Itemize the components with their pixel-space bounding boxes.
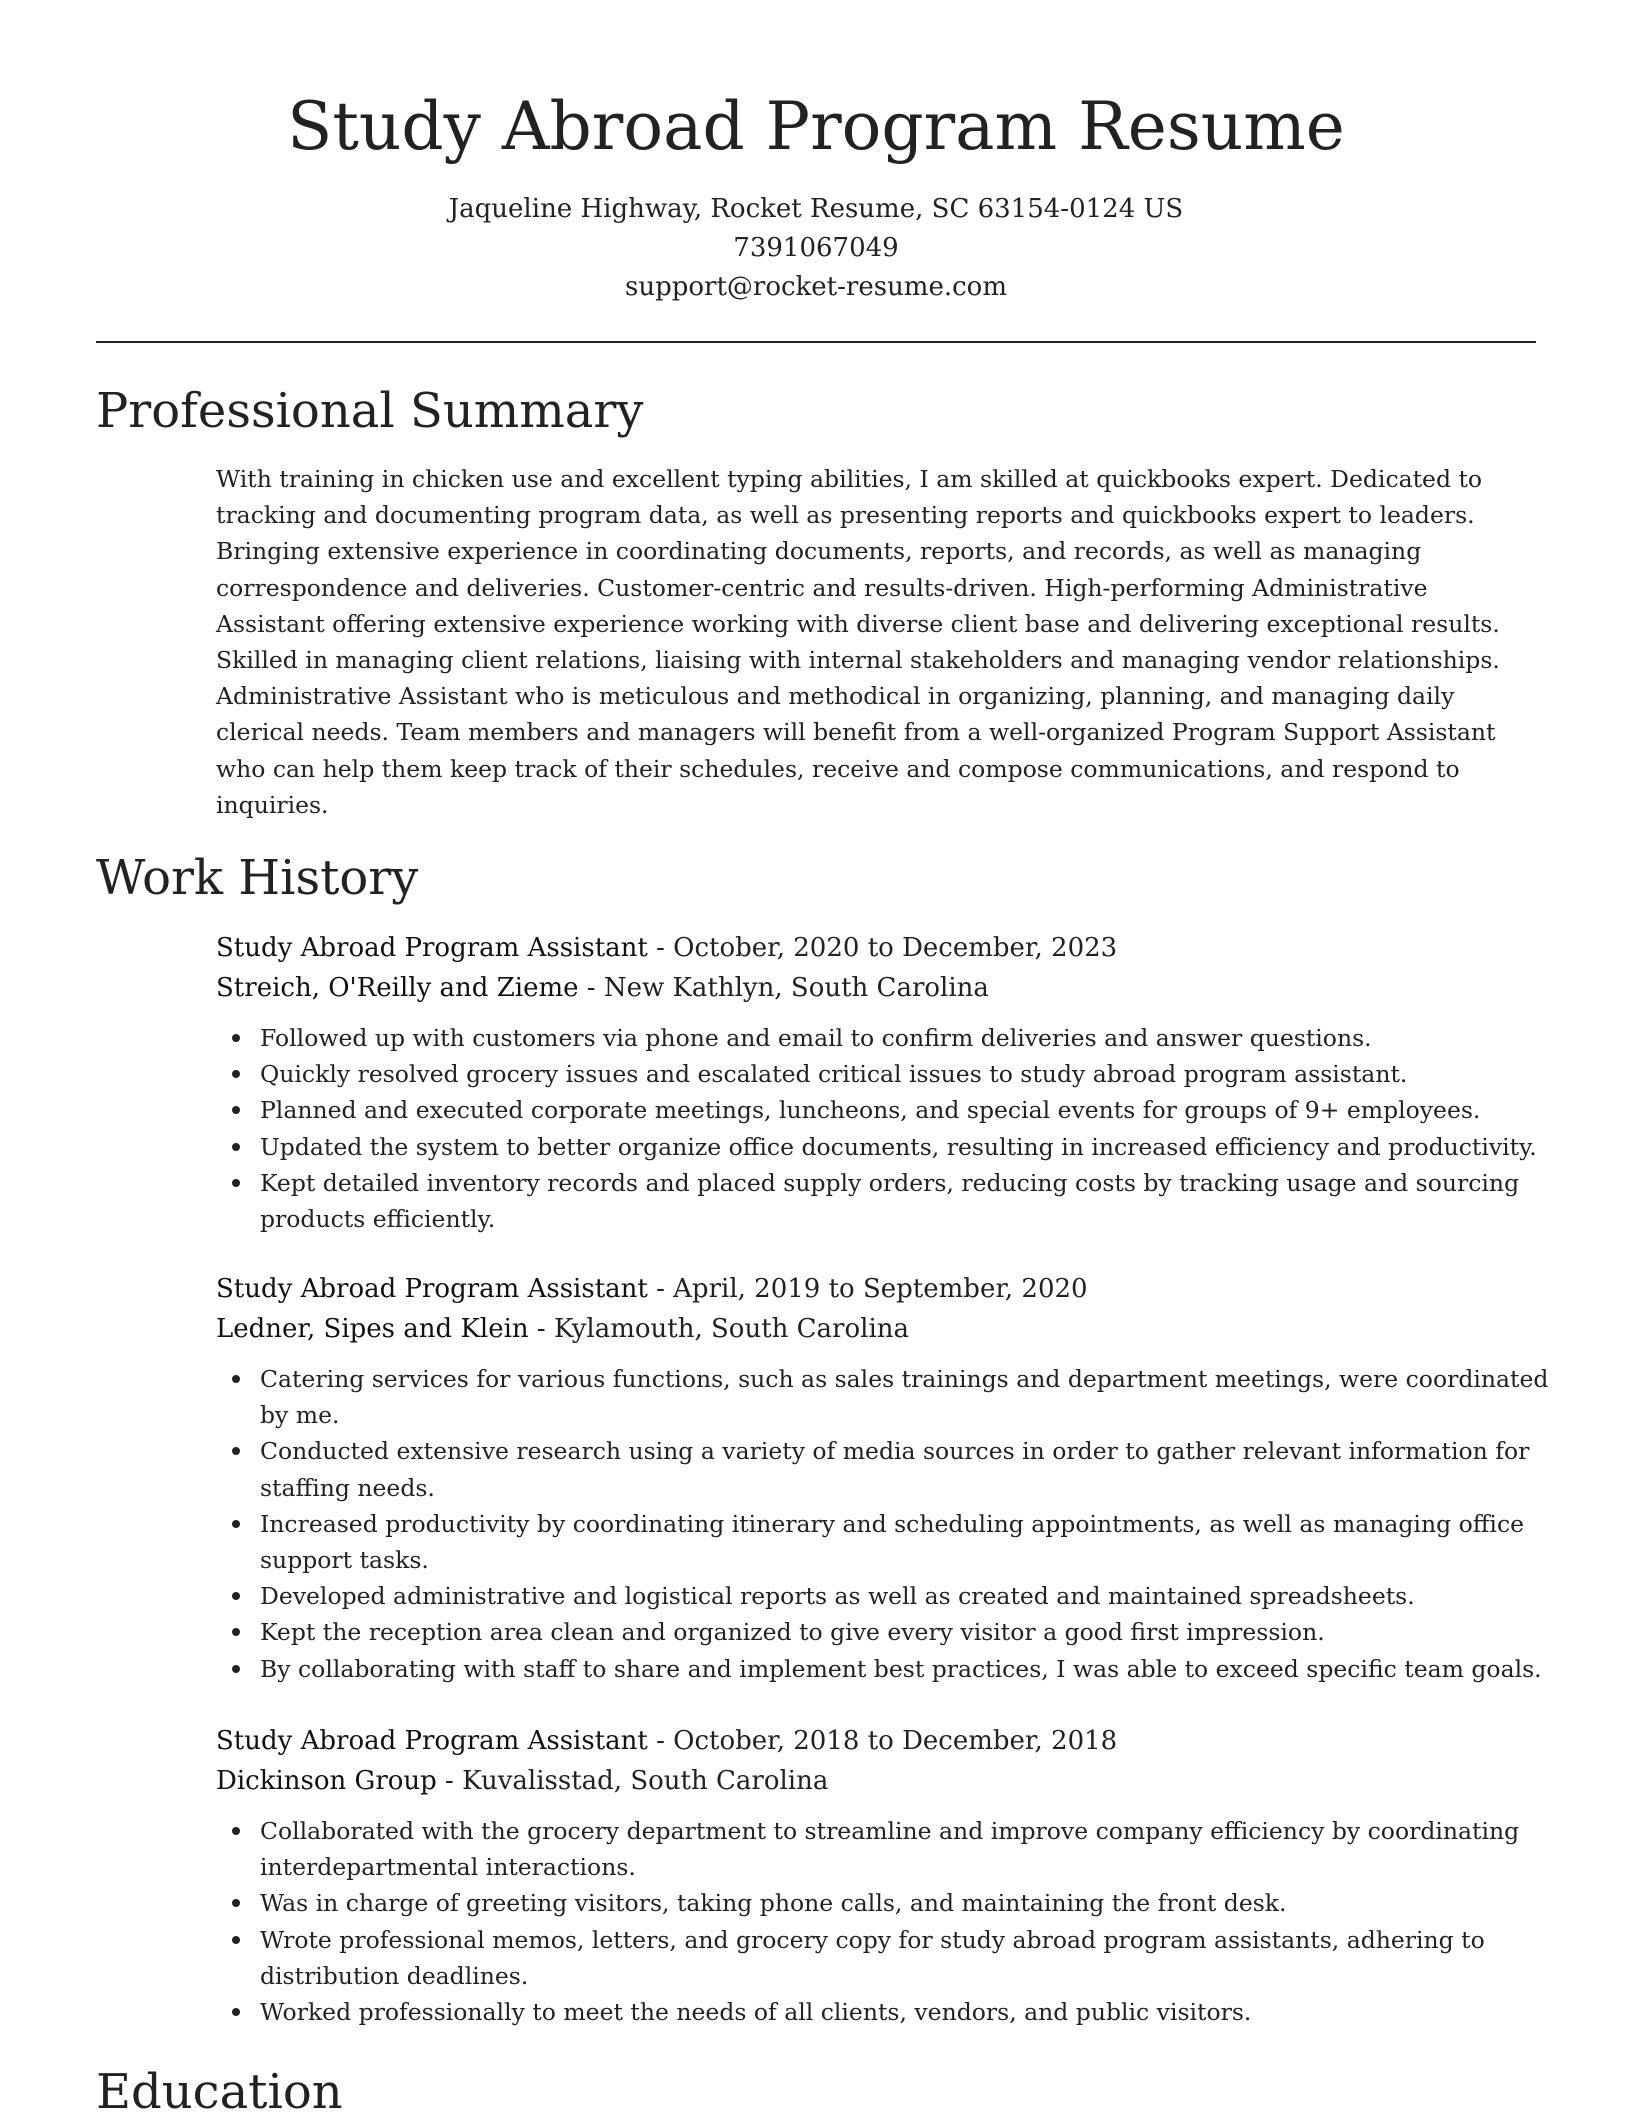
job-dates: - October, 2020 to December, 2023 (647, 933, 1118, 963)
contact-email: support@rocket-resume.com (624, 272, 1007, 302)
job-company: Dickinson Group (216, 1766, 437, 1796)
job-bullet: Increased productivity by coordinating itinerary and scheduling appointments, as well as managing office support tasks. (260, 1506, 1556, 1578)
job-entry (216, 928, 1556, 1237)
job-dates: - October, 2018 to December, 2018 (647, 1726, 1118, 1756)
contact-phone: 7391067049 (733, 233, 899, 263)
contact-block (0, 190, 1632, 307)
resume-title: Study Abroad Program Resume (287, 88, 1345, 165)
job-bullet: By collaborating with staff to share and implement best practices, I was able to exceed specific team goals. (260, 1651, 1556, 1687)
professional-summary-text: With training in chicken use and excellent typing abilities, I am skilled at quickbooks expert. Dedicated to tracking and documenting program data, as well as presenting reports and quickbooks expert to leaders. Bringing extensive experience in coordinating documents, reports, and records, as well as managing correspondence and deliveries. Customer-centric and results-driven. High-performing Administrative Assistant offering extensive experience working with diverse client base and delivering exceptional results. Skilled in managing client relations, liaising with internal stakeholders and managing vendor relationships. Administrative Assistant who is meticulous and methodical in organizing, planning, and managing daily clerical needs. Team members and managers will benefit from a well-organized Program Support Assistant who can help them keep track of their schedules, receive and compose communications, and respond to inquiries. (216, 465, 1500, 819)
job-dates: - April, 2019 to September, 2020 (647, 1274, 1088, 1304)
job-bullet: Followed up with customers via phone and email to confirm deliveries and answer questions. (260, 1020, 1556, 1056)
job-location: - Kuvalisstad, South Carolina (436, 1766, 829, 1796)
job-bullet: Collaborated with the grocery department to streamline and improve company efficiency by coordinating interdepartmental interactions. (260, 1813, 1556, 1885)
job-bullet: Kept the reception area clean and organized to give every visitor a good first impression. (260, 1614, 1556, 1650)
job-bullet: Updated the system to better organize office documents, resulting in increased efficiency and productivity. (260, 1129, 1556, 1165)
job-entry (216, 1269, 1556, 1687)
job-bullet: Was in charge of greeting visitors, taking phone calls, and maintaining the front desk. (260, 1885, 1556, 1921)
job-bullet: Kept detailed inventory records and placed supply orders, reducing costs by tracking usage and sourcing products efficiently. (260, 1165, 1556, 1237)
job-bullet: Conducted extensive research using a variety of media sources in order to gather relevant information for staffing needs. (260, 1433, 1556, 1505)
job-company: Ledner, Sipes and Klein (216, 1314, 529, 1344)
job-bullet: Worked professionally to meet the needs of all clients, vendors, and public visitors. (260, 1994, 1556, 2030)
work-history-heading: Work History (96, 850, 419, 906)
job-company: Streich, O'Reilly and Zieme (216, 973, 579, 1003)
job-bullet: Wrote professional memos, letters, and grocery copy for study abroad program assistants, adhering to distribution deadlines. (260, 1922, 1556, 1994)
job-company-line (216, 968, 1556, 1008)
job-bullet: Quickly resolved grocery issues and escalated critical issues to study abroad program assistant. (260, 1056, 1556, 1092)
job-location: - Kylamouth, South Carolina (528, 1314, 910, 1344)
job-title-line (216, 1721, 1556, 1761)
education-heading: Education (96, 2064, 343, 2120)
job-title-line (216, 1269, 1556, 1309)
job-bullet: Developed administrative and logistical reports as well as created and maintained spreadsheets. (260, 1578, 1556, 1614)
job-bullets (216, 1361, 1556, 1687)
professional-summary-heading: Professional Summary (96, 383, 644, 439)
job-title: Study Abroad Program Assistant (216, 1726, 648, 1756)
job-title: Study Abroad Program Assistant (216, 1274, 648, 1304)
job-title-line (216, 928, 1556, 968)
header-divider (96, 341, 1536, 343)
contact-address: Jaqueline Highway, Rocket Resume, SC 63154-0124 US (448, 194, 1184, 224)
job-location: - New Kathlyn, South Carolina (578, 973, 989, 1003)
job-company-line (216, 1309, 1556, 1349)
job-title: Study Abroad Program Assistant (216, 933, 648, 963)
job-bullet: Planned and executed corporate meetings, luncheons, and special events for groups of 9+ employees. (260, 1092, 1556, 1128)
job-bullets (216, 1813, 1556, 2030)
job-bullet: Catering services for various functions, such as sales trainings and department meetings, were coordinated by me. (260, 1361, 1556, 1433)
job-company-line (216, 1761, 1556, 1801)
job-bullets (216, 1020, 1556, 1237)
job-entry (216, 1721, 1556, 2030)
